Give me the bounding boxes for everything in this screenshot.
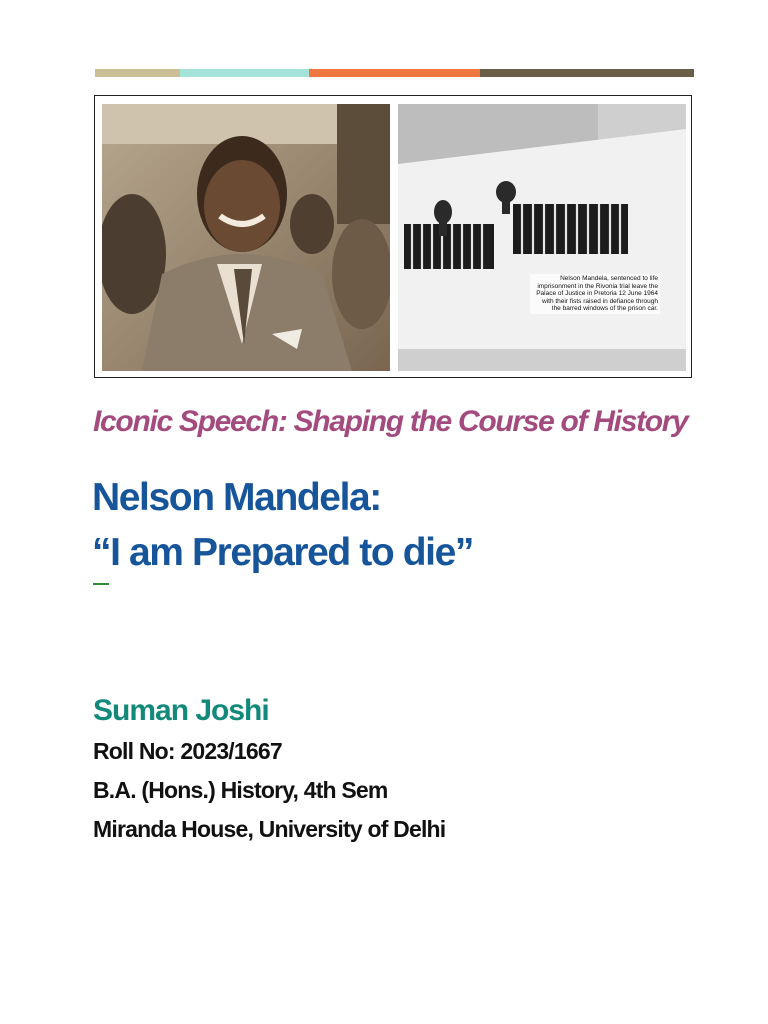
title-line-2: “I am Prepared to die” xyxy=(92,531,473,574)
color-bar-segment xyxy=(180,69,309,77)
title-line-1: Nelson Mandela: xyxy=(92,476,381,519)
color-bar-segment xyxy=(480,69,694,77)
page-title xyxy=(92,470,473,580)
prison-van-photo-icon xyxy=(398,104,686,371)
title-underline-dash xyxy=(93,583,109,585)
course-info: B.A. (Hons.) History, 4th Sem xyxy=(93,777,388,803)
color-bar-segment xyxy=(95,69,180,77)
photo-frame xyxy=(94,95,692,378)
color-bar-segment xyxy=(309,69,480,77)
portrait-photo-icon xyxy=(102,104,390,371)
prison-van-photo xyxy=(398,104,686,371)
college-info: Miranda House, University of Delhi xyxy=(93,816,446,842)
photo-caption: Nelson Mandela, sentenced to life imprisonment in the Rivonia trial leave the Palace of Justice in Pretoria 12 June 1964 with their fists raised in defiance through the barred windows of the prison car. xyxy=(530,274,660,314)
author-name: Suman Joshi xyxy=(93,694,269,727)
decorative-color-bar xyxy=(95,69,694,77)
roll-number: Roll No: 2023/1667 xyxy=(93,738,282,764)
speech-subtitle: Iconic Speech: Shaping the Course of History xyxy=(93,405,688,438)
portrait-photo xyxy=(102,104,390,371)
author-details xyxy=(93,732,445,849)
